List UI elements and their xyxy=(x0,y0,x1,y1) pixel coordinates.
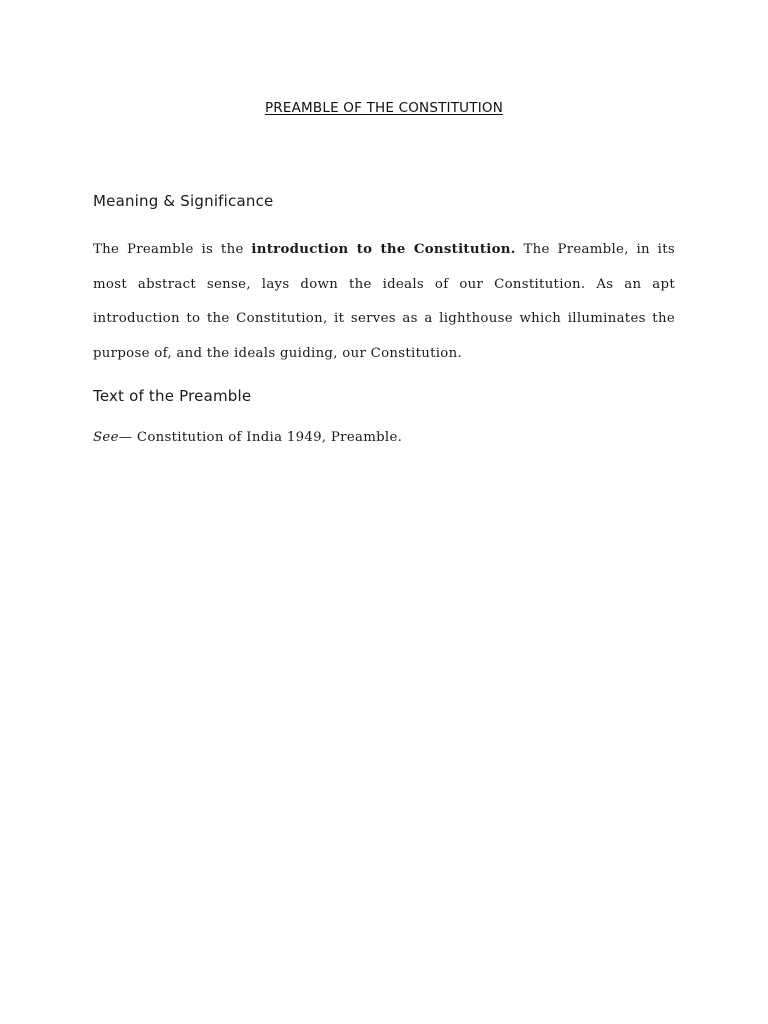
see-label: See xyxy=(93,430,119,445)
document-title: PREAMBLE OF THE CONSTITUTION xyxy=(264,100,504,116)
paragraph-text-rest: The Preamble, in its most abstract sense, lays down the ideals of our Constitution. As an apt introduction to the Constitution, it serves as a lighthouse which illuminates the purpose of, and the ideals guiding, our Constitution. xyxy=(93,242,675,361)
section-heading-text-of-preamble: Text of the Preamble xyxy=(93,387,252,405)
section-heading-meaning: Meaning & Significance xyxy=(93,192,274,210)
see-reference xyxy=(93,430,402,445)
meaning-paragraph xyxy=(93,233,675,371)
paragraph-text-start: The Preamble is the xyxy=(93,242,252,257)
see-reference-text: — Constitution of India 1949, Preamble. xyxy=(118,430,403,445)
paragraph-bold-phrase: introduction to the Constitution. xyxy=(251,242,516,257)
